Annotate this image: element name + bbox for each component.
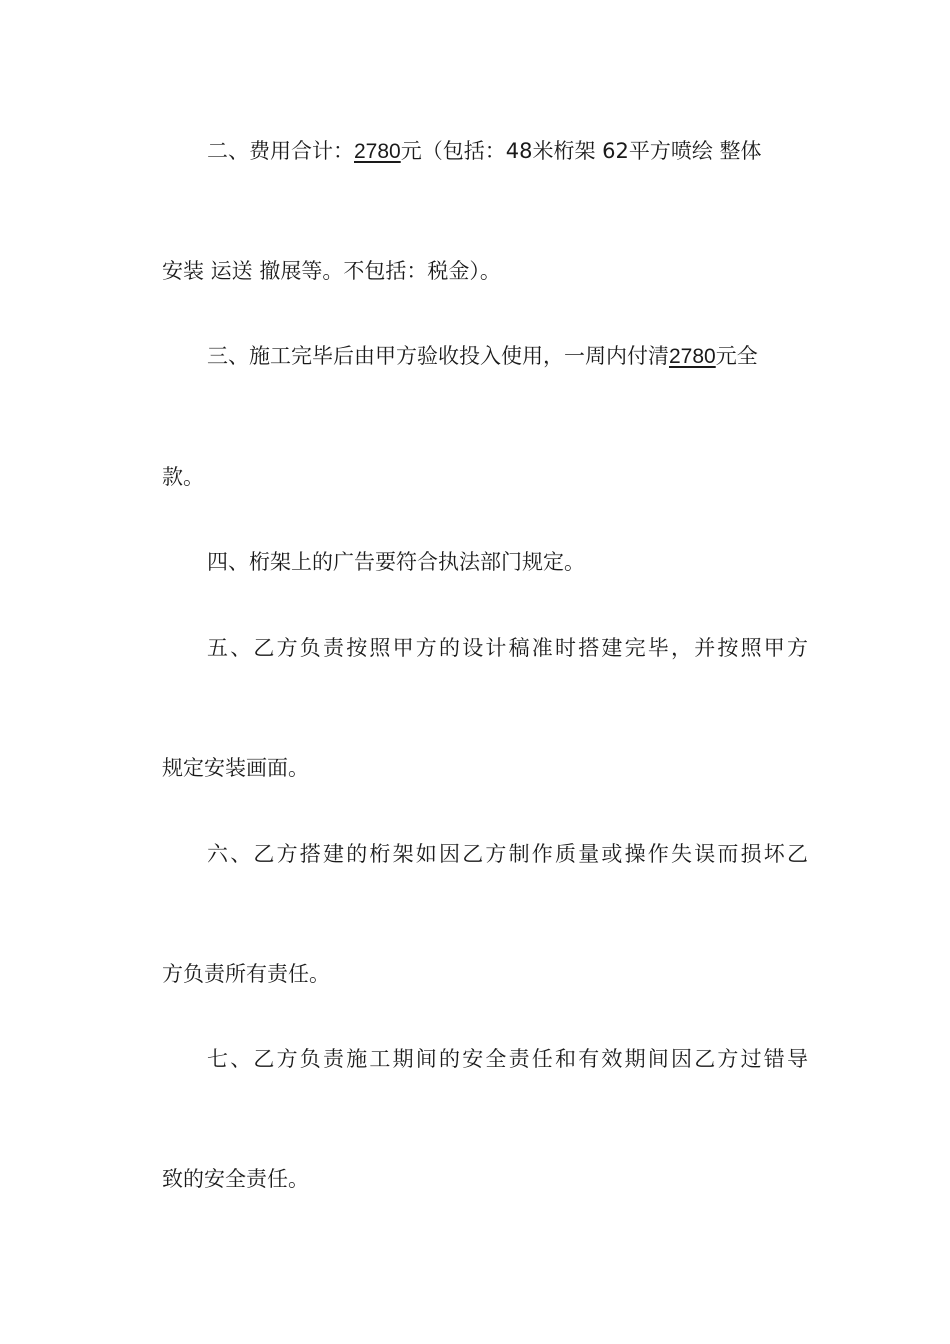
clause-3-amount: 2780 bbox=[669, 345, 716, 368]
clause-6-line-2: 方负责所有责任。 bbox=[162, 962, 330, 986]
clause-2-line-1 bbox=[207, 136, 808, 167]
clause-3-suffix: 元全 bbox=[715, 344, 758, 368]
clause-3-prefix: 三、施工完毕后由甲方验收投入使用，一周内付清 bbox=[207, 344, 669, 368]
clause-4-line-1: 四、桁架上的广告要符合执法部门规定。 bbox=[207, 550, 585, 574]
clause-6-line-1: 六、乙方搭建的桁架如因乙方制作质量或操作失误而损坏乙 bbox=[207, 842, 808, 866]
clause-7-line-2: 致的安全责任。 bbox=[162, 1167, 309, 1191]
clause-2-suffix: 元（包括：48米桁架 62平方喷绘 整体 bbox=[400, 139, 762, 163]
clause-5-line-1: 五、乙方负责按照甲方的设计稿准时搭建完毕，并按照甲方 bbox=[207, 636, 808, 660]
clause-2-line-2: 安装 运送 撤展等。不包括：税金）。 bbox=[162, 259, 501, 283]
clause-2-amount: 2780 bbox=[354, 140, 401, 163]
clause-3-line-1 bbox=[207, 341, 808, 372]
clause-7-line-1: 七、乙方负责施工期间的安全责任和有效期间因乙方过错导 bbox=[207, 1047, 808, 1071]
clause-5-line-2: 规定安装画面。 bbox=[162, 756, 309, 780]
clause-3-line-2: 款。 bbox=[162, 465, 204, 489]
clause-2-prefix: 二、费用合计： bbox=[207, 139, 354, 163]
